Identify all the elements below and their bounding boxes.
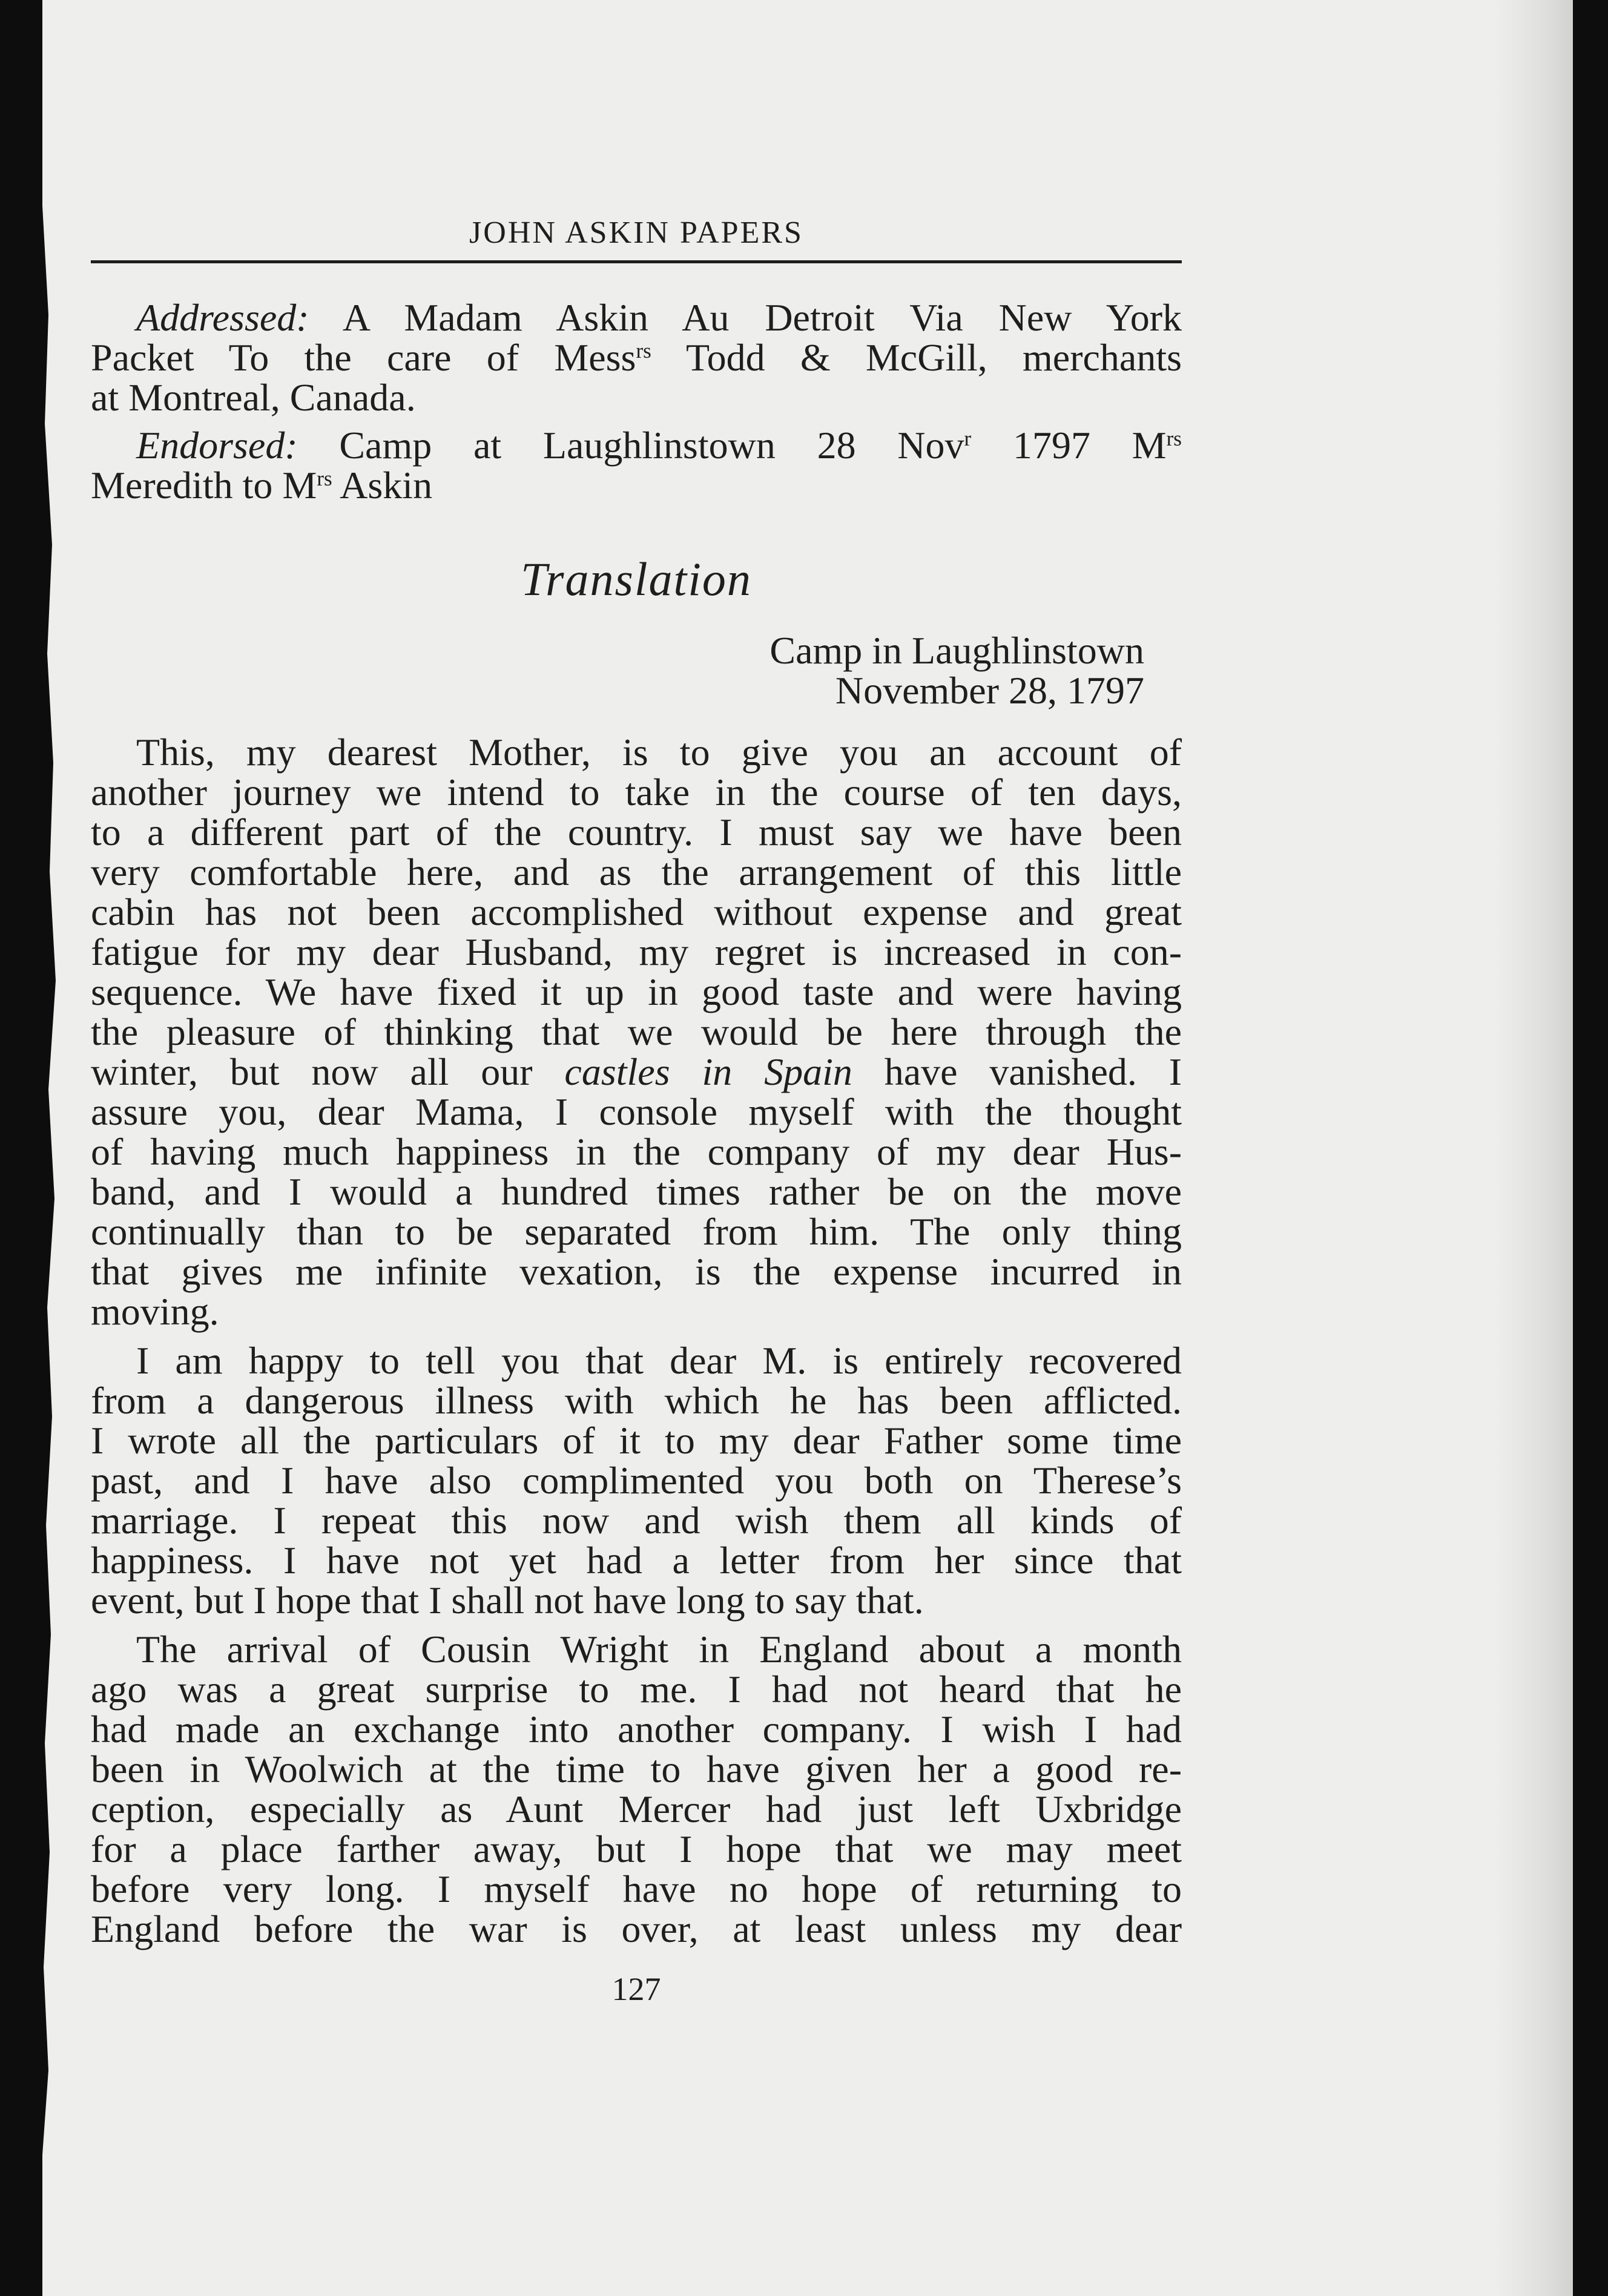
p3-line-7: before very long. I myself have no hope of returning to bbox=[91, 1867, 1182, 1910]
p1-line-12: band, and I would a hundred times rather be on the move bbox=[91, 1170, 1182, 1213]
p2-line-1: I am happy to tell you that dear M. is entirely recovered bbox=[136, 1339, 1182, 1382]
p1-line-5: cabin has not been accomplished without expense and great bbox=[91, 890, 1182, 933]
p3-line-6: for a place farther away, but I hope that we may meet bbox=[91, 1827, 1182, 1870]
p3-line-4: been in Woolwich at the time to have given her a good re- bbox=[91, 1748, 1182, 1791]
p1-line-11: of having much happiness in the company of my dear Hus- bbox=[91, 1130, 1182, 1173]
p1-line-10: assure you, dear Mama, I console myself with the thought bbox=[91, 1090, 1182, 1133]
p1-line-1: This, my dearest Mother, is to give you an account of bbox=[136, 731, 1182, 774]
p1-line-7: sequence. We have fixed it up in good taste and were having bbox=[91, 970, 1182, 1013]
endorsed-line-1: Endorsed: Camp at Laughlinstown 28 Nov$^r$ 1797 $M^{rs}$ bbox=[136, 424, 1182, 467]
italic-phrase: castles in Spain bbox=[564, 1050, 852, 1093]
addressed-line-3: at Montreal, Canada. bbox=[91, 376, 416, 419]
p2-line-3: I wrote all the particulars of it to my dear Father some time bbox=[91, 1419, 1182, 1462]
addressed-line-1: Addressed: A Madam Askin Au Detroit Via New York bbox=[136, 296, 1182, 339]
p1-line-8: the pleasure of thinking that we would be here through the bbox=[91, 1010, 1182, 1053]
p3-line-8: England before the war is over, at least unless my dear bbox=[91, 1907, 1182, 1950]
p2-line-5: marriage. I repeat this now and wish them all kinds of bbox=[91, 1499, 1182, 1542]
addressed-line-2: Packet To the care of Mess$^{rs}$ Todd & McGill, merchants bbox=[91, 336, 1182, 379]
p2-line-4: past, and I have also complimented you both on Therese’s bbox=[91, 1459, 1182, 1502]
p3-line-2: ago was a great surprise to me. I had not heard that he bbox=[91, 1668, 1182, 1711]
dateline-date: November 28, 1797 bbox=[835, 669, 1144, 712]
p1-line-3: to a different part of the country. I must say we have been bbox=[91, 811, 1182, 854]
p2-line-6: happiness. I have not yet had a letter from her since that bbox=[91, 1539, 1182, 1582]
p3-line-3: had made an exchange into another company. I wish I had bbox=[91, 1708, 1182, 1751]
endorsed-label: Endorsed: bbox=[136, 424, 298, 467]
p3-line-1: The arrival of Cousin Wright in England about a month bbox=[136, 1628, 1182, 1671]
translation-heading: Translation bbox=[521, 553, 752, 605]
p1-line-14: that gives me infinite vexation, is the expense incurred in bbox=[91, 1250, 1182, 1293]
p1-line-6: fatigue for my dear Husband, my regret is increased in con- bbox=[91, 930, 1182, 973]
page-number: 127 bbox=[611, 1971, 661, 2007]
header-rule bbox=[91, 260, 1182, 263]
p1-line-15: moving. bbox=[91, 1290, 219, 1333]
p1-line-13: continually than to be separated from him. The only thing bbox=[91, 1210, 1182, 1253]
dateline-place: Camp in Laughlinstown bbox=[769, 629, 1144, 672]
p1-line-4: very comfortable here, and as the arrangement of this little bbox=[91, 850, 1182, 893]
p1-line-2: another journey we intend to take in the course of ten days, bbox=[91, 771, 1182, 814]
p2-line-7: event, but I hope that I shall not have long to say that. bbox=[91, 1579, 924, 1622]
p1-line-9: winter, but now all our castles in Spain have vanished. I bbox=[91, 1050, 1182, 1093]
p2-line-2: from a dangerous illness with which he has been afflicted. bbox=[91, 1379, 1182, 1422]
addressed-label: Addressed: bbox=[136, 296, 309, 339]
p3-line-5: ception, especially as Aunt Mercer had just left Uxbridge bbox=[91, 1788, 1182, 1831]
running-head: JOHN ASKIN PAPERS bbox=[469, 215, 803, 250]
endorsed-line-2: Meredith to $M^{rs}$ Askin bbox=[91, 464, 433, 507]
page-curl-shadow bbox=[1494, 0, 1573, 2296]
